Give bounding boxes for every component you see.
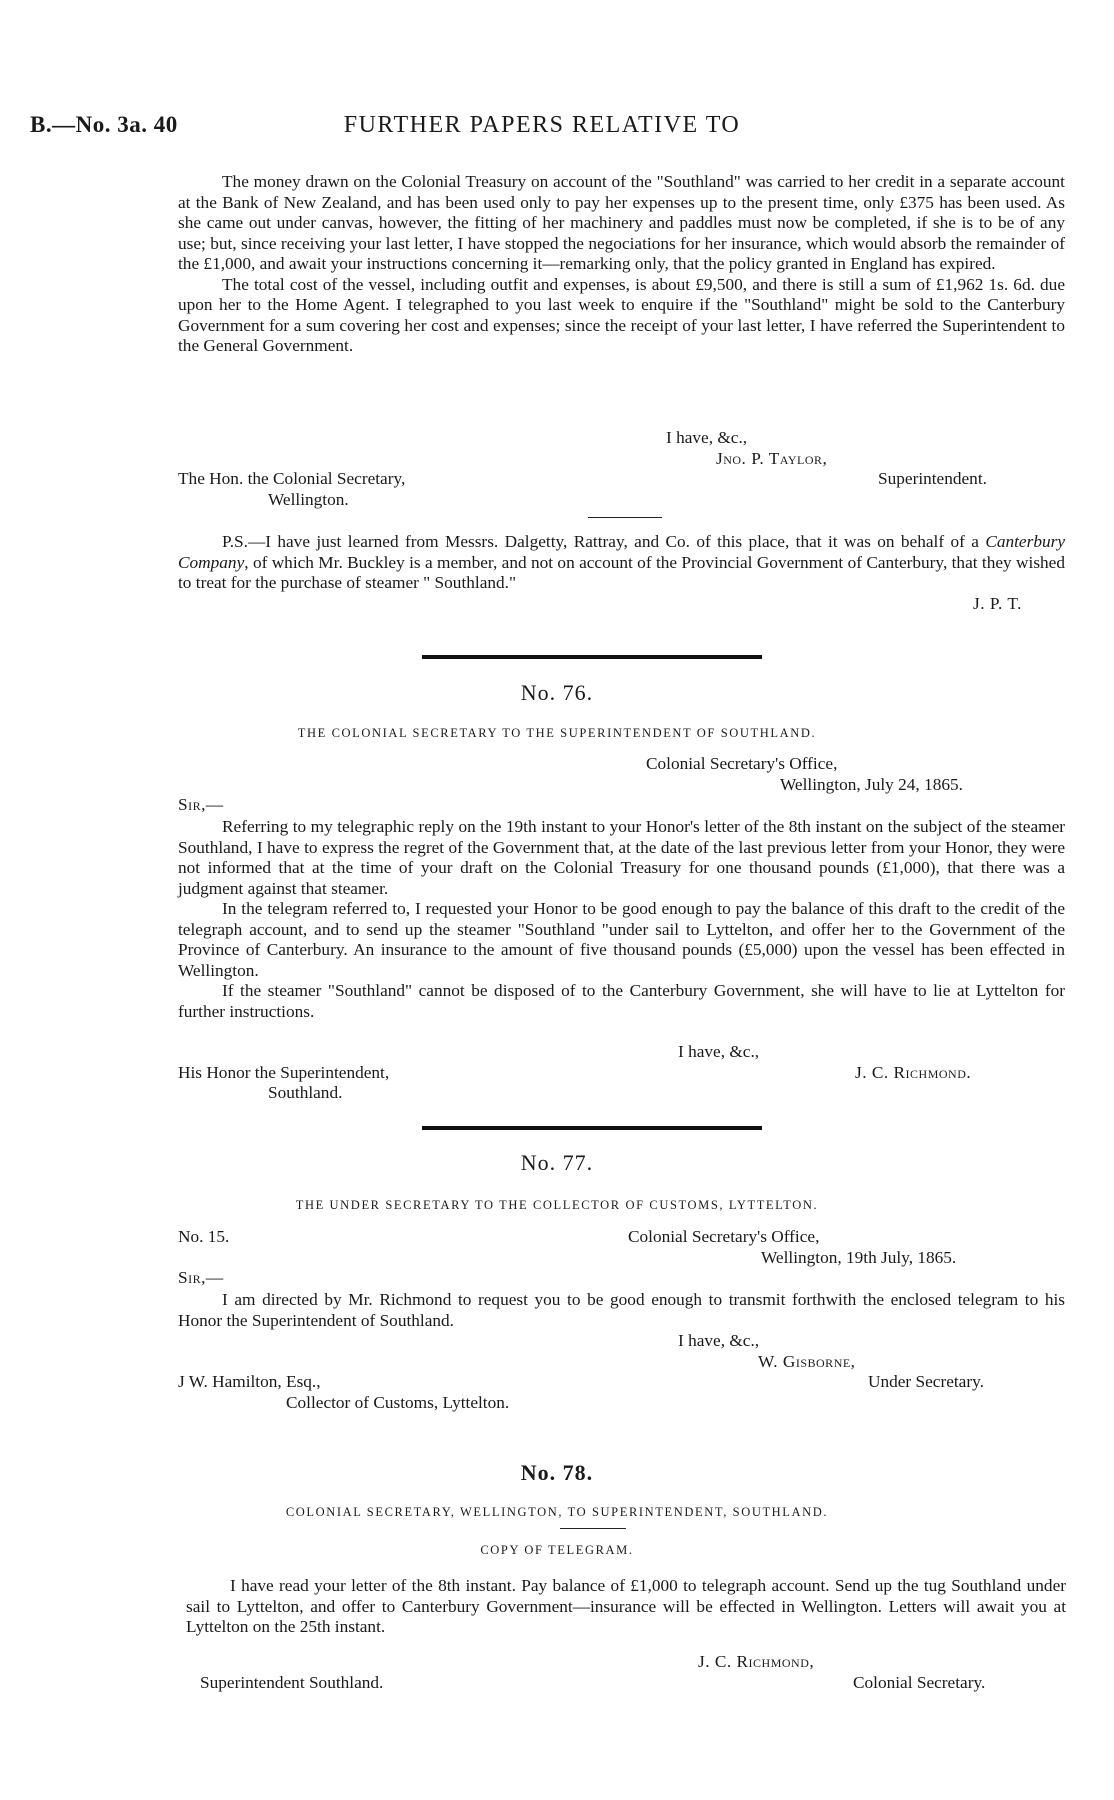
addressee: J W. Hamilton, Esq.,	[178, 1372, 321, 1391]
doc-77-dateline	[178, 1227, 1065, 1289]
paragraph: The total cost of the vessel, including outfit and expenses, is about £9,500, and there is still a sum of £1,962 1s. 6d. due upon her to the Home Agent. I telegraphed to you last week to enquire if the "Southland" might be sold to the Canterbury Government for a sum covering her cost and expenses; since the receipt of your last letter, I have referred the Superintendent to the General Government.	[178, 274, 1065, 355]
ps-text-continued: , of which Mr. Buckley is a member, and not on account of the Provincial Government of Canterbury, that they wished to treat for the purchase of steamer " Southland."	[178, 552, 1065, 592]
section-divider	[422, 655, 762, 659]
paragraph: The money drawn on the Colonial Treasury on account of the "Southland" was carried to her credit in a separate account at the Bank of New Zealand, and has been used only to pay her expenses up to the present time, only £375 has been used. As she came out under canvas, however, the fitting of her machinery and paddles must now be completed, if she is to be of any use; but, since receiving your last letter, I have stopped the negociations for her insurance, which would absorb the remainder of the £1,000, and await your instructions concerning it—remarking only, that the policy granted in England has expired.	[178, 172, 1065, 273]
ps-text: P.S.—I have just learned from Messrs. Dalgetty, Rattray, and Co. of this place, that it was on behalf of a	[222, 532, 986, 551]
addressee: Superintendent Southland.	[200, 1672, 384, 1692]
document-heading-78: COLONIAL SECRETARY, WELLINGTON, TO SUPERINTENDENT, SOUTHLAND.	[285, 1505, 829, 1519]
closing: I have, &c.,	[666, 428, 748, 447]
doc-78-body	[186, 1576, 1066, 1638]
page-reference: B.—No. 3a. 40	[30, 112, 178, 137]
doc-76-body	[178, 817, 1065, 1022]
document-heading-76: THE COLONIAL SECRETARY TO THE SUPERINTENDENT OF SOUTHLAND.	[297, 726, 817, 740]
paragraph: In the telegram referred to, I requested your Honor to be good enough to pay the balance of this draft to the credit of the telegraph account, and to send up the steamer "Southland "under sail to Lyttelton, and offer her to the Government of the Province of Canterbury. An insurance to the amount of five thousand pounds (£5,000) upon the vessel has been effected in Wellington.	[178, 899, 1065, 980]
doc-76-dateline	[178, 754, 1065, 816]
signer-name: Jno. P. Taylor,	[716, 448, 828, 468]
document-number-77: No. 77.	[520, 1150, 594, 1175]
doc-77-signature-block	[178, 1331, 1065, 1413]
paragraph: If the steamer "Southland" cannot be disposed of to the Canterbury Government, she will have to lie at Lyttelton for further instructions.	[178, 981, 1065, 1021]
signer-title: Colonial Secretary.	[853, 1672, 986, 1692]
letter-75-continuation	[178, 172, 1065, 357]
closing: I have, &c.,	[678, 1042, 760, 1061]
ps-italic-text: Canterbury Company	[178, 532, 1065, 572]
document-number-78: No. 78.	[520, 1460, 594, 1485]
page-title: FURTHER PAPERS RELATIVE TO	[343, 112, 741, 138]
doc-76-signature-block	[178, 1042, 1065, 1104]
doc-77-body	[178, 1290, 1065, 1331]
document-number-76: No. 76.	[520, 680, 594, 705]
telegram-text: I have read your letter of the 8th instant. Pay balance of £1,000 to telegraph account. Send up the tug Southland under sail to Lyttelton, and offer to Canterbury Government—insurance will be effected in Wellington. Letters will await you at Lyttelton on the 25th instant.	[186, 1576, 1066, 1636]
document-heading-77: THE UNDER SECRETARY TO THE COLLECTOR OF CUSTOMS, LYTTELTON.	[295, 1198, 819, 1212]
signer-name: W. Gisborne,	[758, 1351, 856, 1371]
addressee: His Honor the Superintendent,	[178, 1062, 390, 1082]
ps-initials: J. P. T.	[973, 593, 1022, 613]
signer-title: Under Secretary.	[868, 1372, 984, 1391]
divider	[560, 1528, 626, 1529]
signer-title: Superintendent.	[878, 469, 987, 488]
addressee-location: Southland.	[268, 1083, 343, 1102]
doc-78-signature-block	[178, 1652, 1065, 1693]
addressee: The Hon. the Colonial Secretary,	[178, 469, 406, 488]
signer-name: J. C. Richmond.	[855, 1062, 972, 1082]
divider	[588, 517, 662, 518]
document-subheading-78: COPY OF TELEGRAM.	[480, 1543, 634, 1557]
signer-name: J. C. Richmond,	[698, 1652, 815, 1671]
office-line: Colonial Secretary's Office,	[628, 1227, 820, 1246]
document-ref: No. 15.	[178, 1227, 230, 1246]
addressee-location: Collector of Customs, Lyttelton.	[286, 1392, 510, 1412]
salutation: Sir,—	[178, 1268, 224, 1287]
letter-75-signature-block	[178, 428, 1065, 510]
date-line: Wellington, 19th July, 1865.	[761, 1247, 957, 1267]
office-line: Colonial Secretary's Office,	[646, 754, 838, 773]
paragraph: Referring to my telegraphic reply on the 19th instant to your Honor's letter of the 8th instant on the subject of the steamer Southland, I have to express the regret of the Government that, at the date of the last previous letter from your Honor, they were not informed that at the time of your draft on the Colonial Treasury for one thousand pounds (£1,000), that there was a judgment against that steamer.	[178, 817, 1065, 898]
section-divider	[422, 1126, 762, 1130]
closing: I have, &c.,	[678, 1331, 760, 1350]
paragraph: I am directed by Mr. Richmond to request you to be good enough to transmit forthwith the enclosed telegram to his Honor the Superintendent of Southland.	[178, 1290, 1065, 1330]
salutation: Sir,—	[178, 795, 224, 814]
page-header	[30, 112, 1054, 152]
addressee-location: Wellington.	[268, 489, 349, 509]
date-line: Wellington, July 24, 1865.	[780, 774, 963, 794]
postscript	[178, 532, 1065, 614]
